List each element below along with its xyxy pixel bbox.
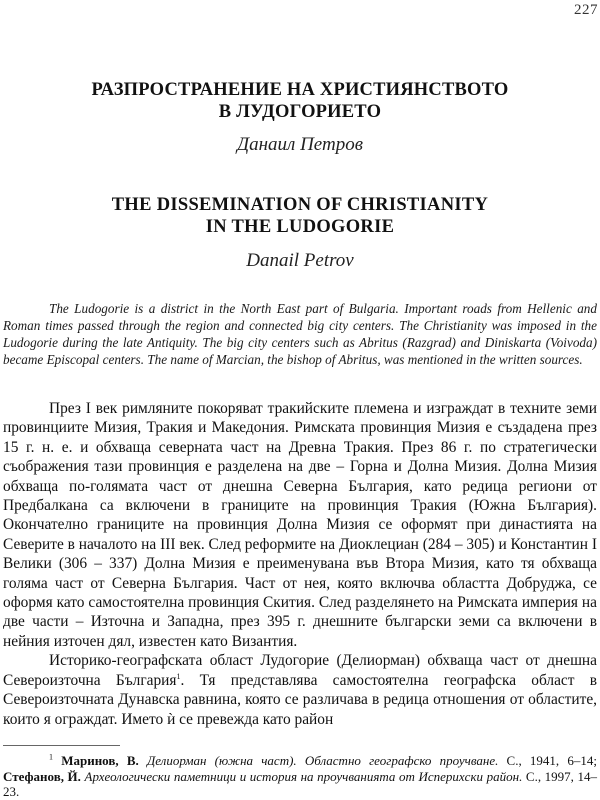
footnote-title: Археологически паметници и история на проучванията от Испериxски район.: [84, 768, 523, 784]
footnote-title: Делиорман (южна част). Областно географско проучване.: [146, 753, 499, 768]
abstract: The Ludogorie is a district in the North East part of Bulgaria. Important roads from Hellenic and Roman times passed through the region and connected big city centers. The Christianity was imposed in the Ludogorie during the late Antiquity. The big city centers such as Abritus (Razgrad) and Diniskarta (Voivoda) became Episcopal centers. The name of Marcian, the bishop of Abritus, was mentioned in the written sources.: [3, 301, 597, 367]
title-en-line-1: THE DISSEMINATION OF CHRISTIANITY: [111, 195, 489, 215]
body-paragraph: През I век римляните покоряват тракийските племена и изграждат в техните земи провинциите Мизия, Тракия и Македония. Римската провинция Мизия е създадена през 15 г. н. е. и обхваща северната част на Древна Тракия. През 86 г. по стратегически съображения тази провинция е разделена на две – Горна и Долна Мизия. Долна Мизия обхваща по-голямата част от днешна Северна България, като редица региони от Предбалкана са включени в границите на провинция Тракия (Южна България). Окончателно границите на провинция Долна Мизия се оформят при династията на Северите в началото на III век. След реформите на Диоклециан (284 – 305) и Константин I Велики (306 – 337) Долна Мизия е преименувана във Втора Мизия, като тя обхваща голяма част от Северна България. Част от нея, която включва областта Добруджа, се оформя като самостоятелна провинция Скития. След разделянето на Римската империя на две части – Източна и Западна, през 395 г. днешните български земи са включени в нейния източен дял, известен като Византия.: [3, 400, 597, 650]
footnote-publication: С., 1997, 14–23.: [3, 768, 598, 799]
footnote-publication: С., 1941, 6–14;: [498, 753, 597, 768]
article-title-english: [0, 194, 600, 238]
title-bg-line-2: В ЛУДОГОРИЕТО: [218, 102, 382, 122]
title-en-line-2: IN THE LUDOGORIE: [205, 217, 395, 237]
footnote-divider: [3, 745, 120, 746]
body-paragraph: [3, 651, 597, 729]
article-title-bulgarian: [0, 79, 600, 123]
footnote-marker: 1: [49, 752, 53, 762]
author-name-bulgarian: Данаил Петров: [237, 134, 363, 155]
paragraph-text: Историко-географската област Лудогорие (Делиорман) обхваща част от днешна Североизточна България: [3, 652, 597, 689]
footnote: [3, 753, 597, 800]
footnote-author: Маринов, В.: [61, 753, 139, 768]
author-name-english: Danail Petrov: [246, 250, 354, 271]
footnote-author: Стефанов, Й.: [3, 768, 81, 784]
page-number: 227: [574, 2, 598, 18]
footnote-reference[interactable]: 1: [176, 671, 181, 681]
paragraph-text: . Тя представлява самостоятелна географска област в Североизточната Дунавска равнина, която се различава в редица отношения от областите, които я ограждат. Името ѝ се превежда като район: [3, 671, 597, 728]
body-text: [3, 399, 597, 729]
title-bg-line-1: РАЗПРОСТРАНЕНИЕ НА ХРИСТИЯНСТВОТО: [91, 80, 509, 100]
